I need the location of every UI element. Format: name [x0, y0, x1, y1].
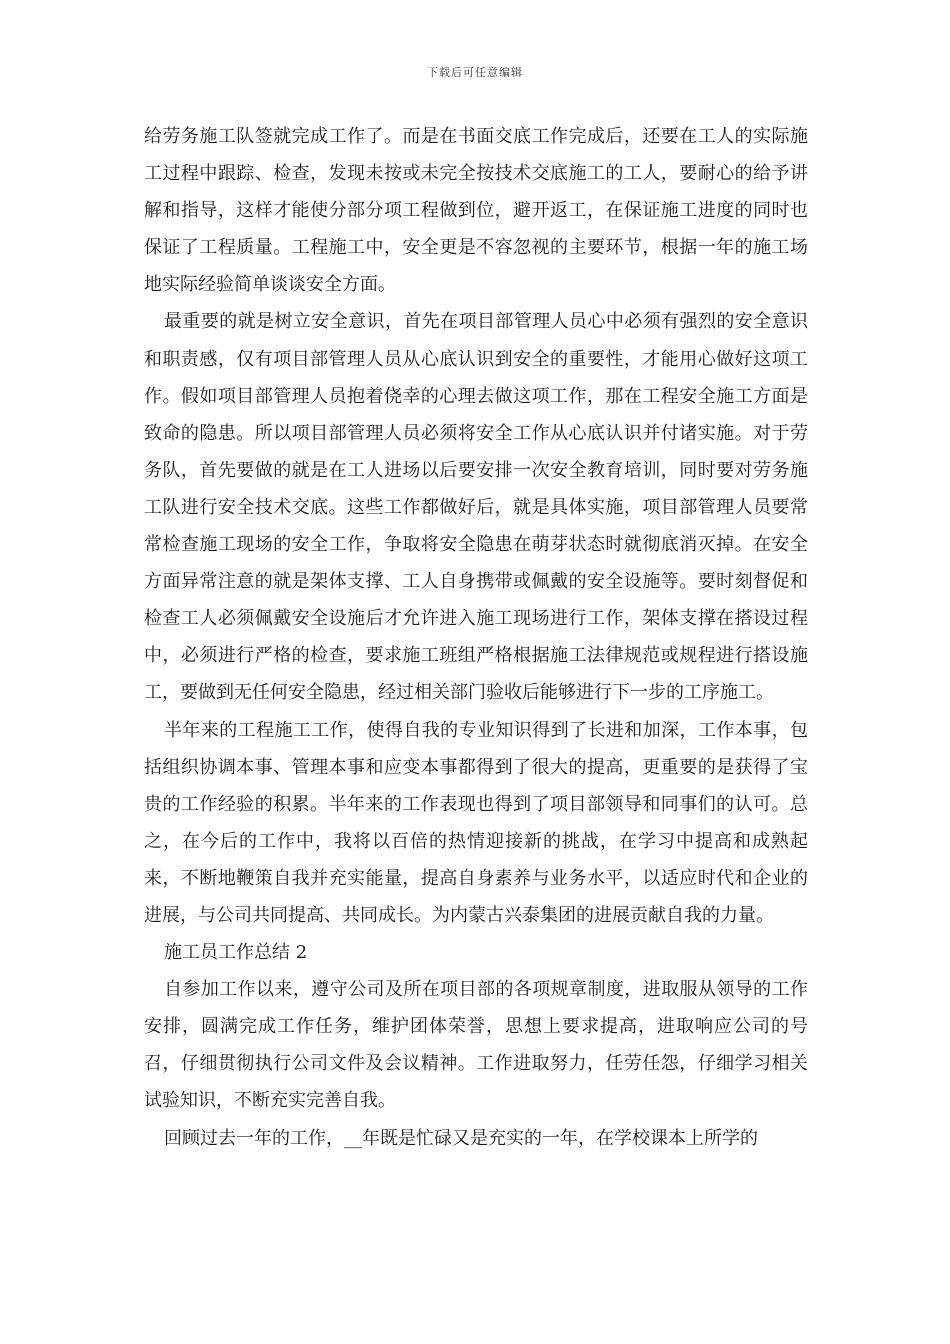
header-note: 下载后可任意编辑	[427, 66, 523, 79]
paragraph-4: 自参加工作以来，遵守公司及所在项目部的各项规章制度，进取服从领导的工作安排，圆满完成工作任务，维护团体荣誉，思想上要求提高，进取响应公司的号召，仔细贯彻执行公司文件及会议精神。工作进取努力，任劳任怨，仔细学习相关试验知识，不断充实完善自我。	[144, 979, 808, 1112]
paragraph-1: 给劳务施工队签就完成工作了。而是在书面交底工作完成后，还要在工人的实际施工过程中跟踪、检查，发现未按或未完全按技术交底施工的工人，要耐心的给予讲解和指导，这样才能使分部分项工程做到位，避开返工，在保证施工进度的同时也保证了工程质量。工程施工中，安全更是不容忽视的主要环节，根据一年的施工场地实际经验简单谈谈安全方面。	[144, 126, 808, 296]
section-heading: 施工员工作总结 2	[164, 942, 308, 964]
paragraph-2: 最重要的就是树立安全意识，首先在项目部管理人员心中必须有强烈的安全意识和职责感，仅有项目部管理人员从心底认识到安全的重要性，才能用心做好这项工作。假如项目部管理人员抱着侥幸的心理去做这项工作，那在工程安全施工方面是致命的隐患。所以项目部管理人员必须将安全工作从心底认识并付诸实施。对于劳务队，首先要做的就是在工人进场以后要安排一次安全教育培训，同时要对劳务施工队进行安全技术交底。这些工作都做好后，就是具体实施，项目部管理人员要常常检查施工现场的安全工作，争取将安全隐患在萌芽状态时就彻底消灭掉。在安全方面异常注意的就是架体支撑、工人自身携带或佩戴的安全设施等。要时刻督促和检查工人必须佩戴安全设施后才允许进入施工现场进行工作，架体支撑在搭设过程中，必须进行严格的检查，要求施工班组严格根据施工法律规范或规程进行搭设施工，要做到无任何安全隐患，经过相关部门验收后能够进行下一步的工序施工。	[144, 311, 808, 704]
document-body	[144, 118, 808, 1157]
paragraph-3: 半年来的工程施工工作，使得自我的专业知识得到了长进和加深，工作本事，包括组织协调本事、管理本事和应变本事都得到了很大的提高，更重要的是获得了宝贵的工作经验的积累。半年来的工作表现也得到了项目部领导和同事们的认可。总之，在今后的工作中，我将以百倍的热情迎接新的挑战，在学习中提高和成熟起来，不断地鞭策自我并充实能量，提高自身素养与业务水平，以适应时代和企业的进展，与公司共同提高、共同成长。为内蒙古兴泰集团的进展贡献自我的力量。	[144, 719, 808, 926]
paragraph-5: 回顾过去一年的工作，__年既是忙碌又是充实的一年，在学校课本上所学的	[164, 1127, 758, 1149]
